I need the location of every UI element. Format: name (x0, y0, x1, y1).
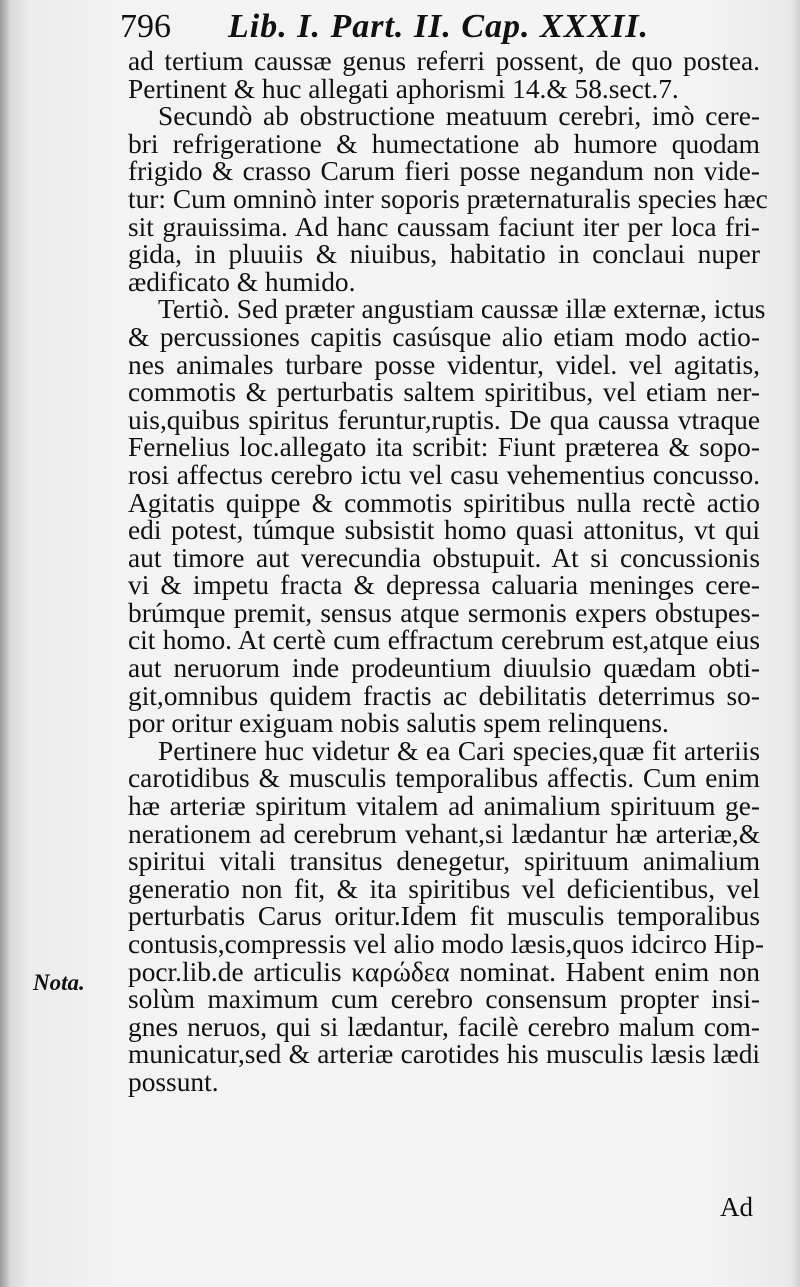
text-line: Pertinent & huc allegati aphorismi 14.& 58.sect.7. (128, 73, 679, 104)
text-line: bri refrigeratione & humectatione ab humore quodam (128, 128, 760, 159)
text-line: aut neruorum inde prodeuntium diuulsio quædam obti- (128, 653, 760, 684)
text-line: rosi affectus cerebro ictu vel casu vehementius concusso. (128, 459, 760, 490)
catchword: Ad (720, 1192, 753, 1222)
text-line: Fernelius loc.allegato ita scribit: Fiunt præterea & sopo- (128, 432, 760, 463)
text-line: brúmque premit, sensus atque sermonis expers obstupes- (128, 597, 760, 628)
text-line: gida, in pluuiis & niuibus, habitatio in conclaui nuper (128, 239, 760, 270)
page-number: 796 (120, 8, 171, 45)
text-line: perturbatis Carus oritur.Idem fit musculis temporalibus (128, 901, 760, 932)
text-line: carotidibus & musculis temporalibus affectis. Cum enim (128, 763, 760, 794)
text-line: Secundò ab obstructione meatuum cerebri, imò cere- (158, 101, 760, 132)
text-line: tur: Cum omninò inter soporis præternaturalis species hæc (128, 183, 768, 214)
text-line: git,omnibus quidem fractis ac debilitatis deterrimus so- (128, 680, 760, 711)
text-line: vi & impetu fracta & depressa caluaria meninges cere- (128, 570, 760, 601)
text-line: nes animales turbare posse videntur, videl. vel agitatis, (128, 349, 760, 380)
text-line: ad tertium caussæ genus referri possent, de quo postea. (128, 46, 760, 76)
text-line: hæ arteriæ spiritum vitalem ad animalium spirituum ge- (128, 791, 760, 822)
text-line: solùm maximum cum cerebro consensum propter insi- (128, 984, 760, 1015)
text-line: Tertiò. Sed præter angustiam caussæ illæ externæ, ictus (158, 294, 766, 325)
text-line: & percussiones capitis casúsque alio etiam modo actio- (128, 321, 760, 352)
running-title: Lib. I. Part. II. Cap. XXXII. (228, 8, 650, 45)
text-line: contusis,compressis vel alio modo læsis,quos idcirco Hip- (128, 929, 765, 959)
margin-note: Nota. (33, 970, 85, 995)
text-line: edi potest, túmque subsistit homo quasi attonitus, vt qui (128, 515, 760, 546)
text-line: possunt. (128, 1066, 219, 1097)
text-line: sit grauissima. Ad hanc caussam faciunt iter per loca fri- (128, 211, 760, 242)
text-line: por oritur exiguam nobis salutis spem relinquens. (128, 708, 669, 739)
text-line: pocr.lib.de articulis καρώδεα nominat. Habent enim non (128, 956, 760, 987)
text-line: aut timore aut verecundia obstupuit. At si concussionis (128, 542, 760, 573)
text-line: Pertinere huc videtur & ea Cari species,quæ fit arteriis (158, 735, 760, 766)
page-header (120, 8, 760, 48)
text-line: commotis & perturbatis saltem spiritibus, vel etiam ner- (128, 377, 760, 408)
spine-shadow (0, 0, 10, 1287)
text-line: municatur,sed & arteriæ carotides his musculis læsis lædi (128, 1039, 760, 1070)
text-line: generatio non fit, & ita spiritibus vel deficientibus, vel (128, 873, 760, 904)
text-line: nerationem ad cerebrum vehant,si lædantur hæ arteriæ,& (128, 818, 760, 849)
text-line: frigido & crasso Carum fieri posse negandum non vide- (128, 156, 760, 187)
text-line: Agitatis quippe & commotis spiritibus nulla rectè actio (128, 487, 760, 518)
text-line: uis,quibus spiritus feruntur,ruptis. De qua caussa vtraque (128, 404, 760, 435)
text-line: gnes neruos, qui si lædantur, facilè cerebro malum com- (128, 1011, 760, 1042)
text-line: cit homo. At certè cum effractum cerebrum est,atque eius (128, 625, 760, 656)
text-line: ædificato & humido. (128, 266, 356, 297)
body-text (128, 46, 768, 1097)
text-line: spiritui vitali transitus denegetur, spirituum animalium (128, 846, 760, 877)
